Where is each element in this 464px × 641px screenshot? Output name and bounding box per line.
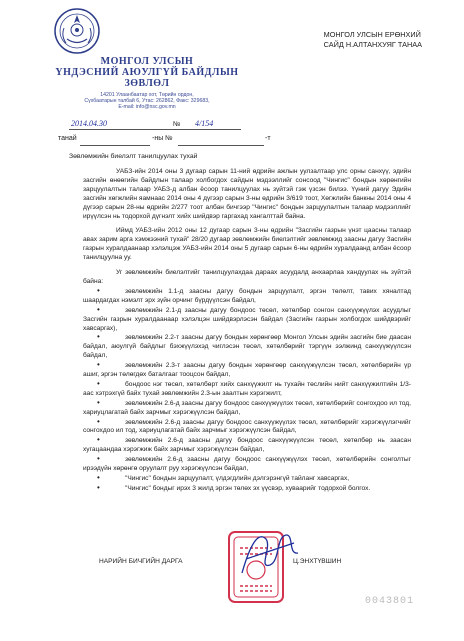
state-emblem-icon xyxy=(52,6,102,56)
list-item: • зөвлөмжийн 2.6-д заасны дагуу бондоос санхүүжүүлэх төсөл, хөтөлбөрийг хэрэгжүүлэгчийг сонгохдоо ил тод, хариуцлагатай байх зарчмыг хэрэгжүүлсэн байдал, xyxy=(83,416,411,435)
bullet-icon: • xyxy=(97,473,100,482)
list-item: • зөвлөмжийн 2.1-д заасны дагуу бондоос төсөл, хөтөлбөр сонгон санхүүжүүлэх асуудлыг Засгийн газрын хуралдаанаар хэлэлцэн шийдвэрлэсэн байдал (Засгийн газрын холбогдох шийдвэрийг хавсаргах), xyxy=(83,304,411,332)
date-number-line xyxy=(69,119,241,131)
bullet-icon: • xyxy=(97,378,100,388)
letter-subject: Зөвлөмжийн биелэлт танилцуулах тухай xyxy=(69,153,198,160)
body-paragraph: УАБЗ-ийн 2014 оны 3 дугаар сарын 11-ний өдрийн ажлын уулзалтаар улс орны санхүү, эдийн засгийн өнөөгийн байдлын талаар холбогдох сайдын мэдээллийг сонсоод "Чингис" бондын хөрөнгийн зарцуулалтын талаар УАБЗ-д албан ёсоор танилцуулах нь зүйтэй гэж үзсэн билээ. Үүний дагуу Эдийн засгийн хөгжлийн яамнаас 2014 оны 4 дүгээр сарын 3-ны өдрийн 3/619 тоот, Хөгжлийн банкны 2014 оны 4 дүгээр сарын 28-ны өдрийн 2/277 тоот албан бичгээр "Чингис" бондын зарцуулалтын талаар мэдээллийг ирүүлсэн нь тодорхой дүгнэлт хийх шийдвэр гаргахад хангалттай байна. xyxy=(83,168,411,220)
ref-label-right: -т xyxy=(265,135,271,142)
list-item: • зөвлөмжийн 2.2-т заасны дагуу бондын хөрөнгөөр Монгол Улсын эдийн засгийн бие даасан байдал, аюулгүй байдлыг бэхжүүлэхэд чиглэсэн төсөл, хөтөлбөрийг тэргүүн ээлжинд санхүүжүүлсэн байдал, xyxy=(83,332,411,360)
letterhead-address-line2: Сүхбаатарын талбай 6, Утас: 262862, Факс: 329683, xyxy=(84,98,210,105)
handwritten-date: 2014.04.30 xyxy=(71,119,107,128)
bullet-icon: • xyxy=(97,304,100,314)
reference-line xyxy=(58,135,272,147)
body-paragraph: Уг зөвлөмжийн биелэлтийг танилцуулахдаа дараах асуудалд анхаарлаа хандуулах нь зүйтэй байна: xyxy=(83,269,411,285)
ref-label-mid: -ны № xyxy=(152,135,173,142)
list-item: • "Чингис" бондын зарцуулалт, үлдэгдлийн дэлгэрэнгүй тайланг хавсаргах, xyxy=(83,474,411,484)
bullet-icon: • xyxy=(97,332,100,342)
list-item: • зөвлөмжийн 1.1-д заасны дагуу бондын зарцуулалт, эргэн төлөлт, тавих хяналтад шаардагдах нэмэлт эрх зүйн орчинг бүрдүүлсэн байдал, xyxy=(83,285,411,304)
list-item: • зөвлөмжийн 2.6-д заасны дагуу бондоос санхүүжүүлэх төсөл, хөтөлбөрийг сонгохдоо ил тод, хариуцлагатай байх зарчмыг хэрэгжүүлсэн байдал, xyxy=(83,397,411,416)
ref-underline-2 xyxy=(178,145,264,146)
number-label: № xyxy=(173,121,181,128)
bullet-icon: • xyxy=(97,285,100,295)
recipient-block xyxy=(324,30,422,50)
date-underline xyxy=(69,129,241,130)
bullet-icon: • xyxy=(97,435,100,445)
letter-body xyxy=(83,168,411,494)
signatory-name: Ц.ЭНХТҮВШИН xyxy=(293,558,342,565)
letterhead xyxy=(42,56,252,111)
recommendation-list xyxy=(83,287,411,494)
bullet-icon: • xyxy=(97,416,100,426)
letterhead-title-line1: МОНГОЛ УЛСЫН xyxy=(100,56,194,67)
list-item: • зөвлөмжийн 2.3-т заасны дагуу бондын хөрөнгөөр санхүүжүүлсэн төсөл, хөтөлбөрийн үр ашиг, эргэн төлөгдөх баталгааг тооцсон байдал, xyxy=(83,360,411,379)
ref-underline-1 xyxy=(80,145,150,146)
letterhead-title-line2: ҮНДЭСНИЙ АЮУЛГҮЙ БАЙДЛЫН xyxy=(55,67,239,78)
letterhead-title-line3: ЗӨВЛӨЛ xyxy=(124,78,170,89)
bullet-icon: • xyxy=(97,397,100,407)
list-item: • зөвлөмжийн 2.6-д заасны дагуу бондоос санхүүжүүлсэн төсөл, хөтөлбөр нь заасан хугацаандаа хэрэгжиж байх зарчмыг хэрэгжүүлсэн байдал, xyxy=(83,435,411,454)
serial-number: 0043801 xyxy=(364,596,414,607)
list-item: • "Чингис" бондыг ирэх 3 жилд эргэн төлөх эх үүсвэр, хуваарийг тодорхой болгох. xyxy=(83,484,411,494)
signature-scribble-icon xyxy=(236,525,306,580)
recipient-line1: МОНГОЛ УЛСЫН ЕРӨНХИЙ xyxy=(323,30,421,39)
list-item: • бондоос нэг төсөл, хөтөлбөрт хийх санхүүжилт нь тухайн төслийн нийт санхүүжилтийн 1/3-аас хэтрэхгүй байх тухай зөвлөмжийн 2.3-ын заалтын хэрэгжилт, xyxy=(83,378,411,397)
bullet-icon: • xyxy=(97,482,100,492)
ref-label-left: танай xyxy=(58,135,77,142)
letterhead-address-line1: 14201 Улаанбаатар хот, Төрийн ордон, xyxy=(100,92,194,98)
bullet-icon: • xyxy=(97,360,100,370)
bullet-icon: • xyxy=(97,454,100,464)
body-paragraph: Иймд УАБЗ-ийн 2012 оны 12 дугаар сарын 3-ны өдрийн "Засгийн газрын үнэт цаасны талаар авах зарим арга хэмжээний тухай" 28/20 дугаар зөвлөмжийн биелэлтийг зөвлөмжид заасны дагуу Засгийн газрын хуралдаанаар хэлэлцэж УАБЗ-ийн 2014 оны 5 дугаар сарын 6-ны өдрийн хуралдаанд албан ёсоор танилцуулна уу. xyxy=(83,227,411,262)
signatory-title: НАРИЙН БИЧГИЙН ДАРГА xyxy=(99,558,183,565)
handwritten-number: 4/154 xyxy=(195,119,214,128)
list-item: • зөвлөмжийн 2.6-д заасны дагуу бондоос санхүүжүүлэх төсөл, хөтөлбөрийн сонголтыг ирээдүйн хөрөнгө оруулалт руу хэрэгжүүлсэн байдал, xyxy=(83,454,411,473)
letterhead-email: E-mail: info@nsc.gov.mn xyxy=(118,104,176,111)
recipient-line2: САЙД Н.АЛТАНХУЯГ ТАНАА xyxy=(323,40,422,49)
